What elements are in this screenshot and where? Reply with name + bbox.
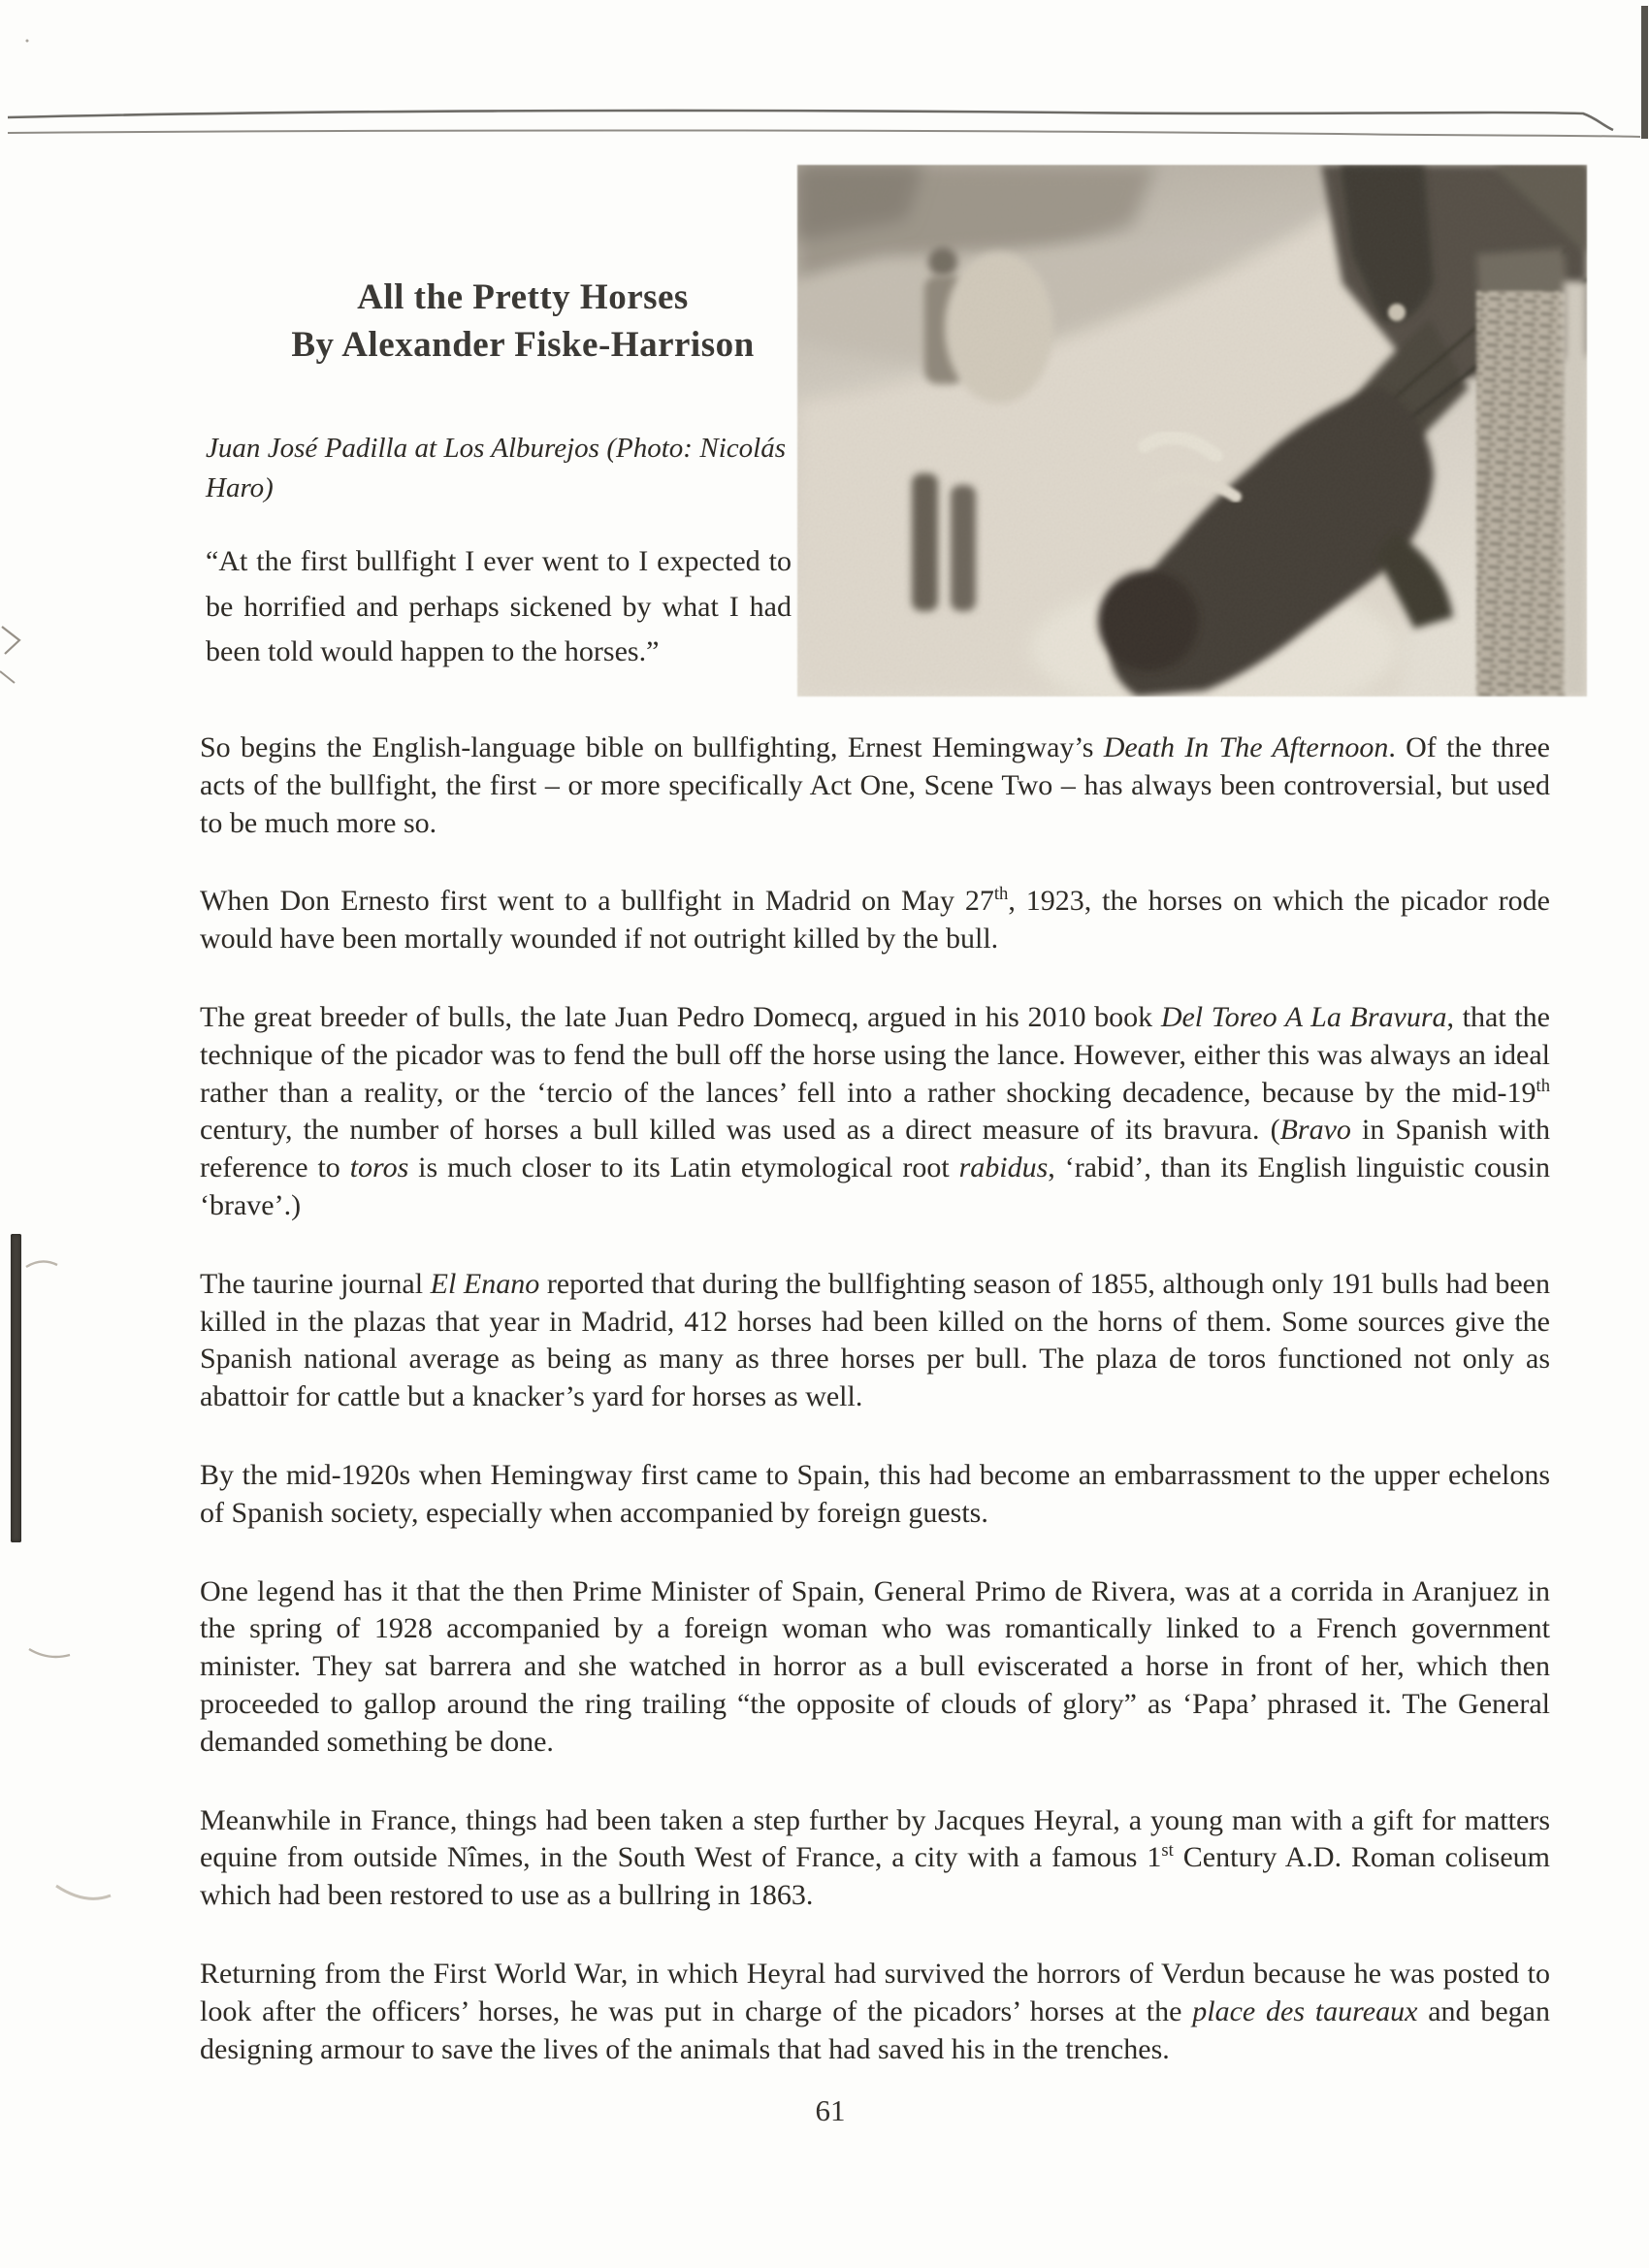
bullfight-photograph-icon [797, 165, 1587, 697]
paragraph: One legend has it that the then Prime Minister of Spain, General Primo de Rivera, was at a corrida in Aranjuez in the spring of 1928 accompanied by a foreign woman who was romantically linked to a French government minister. They sat barrera and she watched in horror as a bull eviscerated a horse in front of her, which then proceeded to gallop around the ring trailing “the opposite of clouds of glory” as ‘Papa’ phrased it. The General demanded something be done. [200, 1574, 1550, 1758]
article-body [200, 729, 1550, 2109]
scan-artifact-scratches [0, 0, 165, 2268]
paragraph: Returning from the First World War, in which Heyral had survived the horrors of Verdun because he was posted to look after the officers’ horses, he was put in charge of the picadors’ horses at the place des taureaux and began designing armour to save the lives of the animals that had saved his in the trenches. [200, 1957, 1550, 2065]
paragraph: When Don Ernesto first went to a bullfight in Madrid on May 27th, 1923, the horses on which the picador rode would have been mortally wounded if not outright killed by the bull. [200, 884, 1550, 956]
scan-edge-artifact [0, 0, 1649, 165]
paragraph: Meanwhile in France, things had been taken a step further by Jacques Heyral, a young man with a gift for matters equine from outside Nîmes, in the South West of France, a city with a famous 1st Century A.D. Roman coliseum which had been restored to use as a bullring in 1863. [200, 1803, 1550, 1912]
paragraph: The great breeder of bulls, the late Juan Pedro Domecq, argued in his 2010 book Del Toreo A La Bravura, that the technique of the picador was to fend the bull off the horse using the lance. However, either this was always an ideal rather than a reality, or the ‘tercio of the lances’ fell into a rather shocking decadence, because by the mid-19th century, the number of horses a bull killed was used as a direct measure of its bravura. (Bravo in Spanish with reference to toros is much closer to its Latin etymological root rabidus, ‘rabid’, than its English linguistic cousin ‘brave’.) [200, 1000, 1550, 1221]
article-photo [797, 165, 1587, 697]
pull-quote: “At the first bullfight I ever went to I expected to be horrified and perhaps sickened by what I had been told would happen to the horses.” [206, 545, 792, 667]
page-number: 61 [815, 2093, 846, 2127]
scan-smudge-bar [11, 1234, 21, 1542]
article-byline: By Alexander Fiske-Harrison [291, 325, 755, 365]
paragraph: So begins the English-language bible on bullfighting, Ernest Hemingway’s Death In The Afternoon. Of the three acts of the bullfight, the first – or more specifically Act One, Scene Two – has always been controversial, but used to be much more so. [200, 731, 1550, 839]
paragraph: The taurine journal El Enano reported that during the bullfighting season of 1855, although only 191 bulls had been killed in the plazas that year in Madrid, 412 horses had been killed on the horns of them. Some sources give the Spanish national average as being as many as three horses per bull. The plaza de toros functioned not only as abattoir for cattle but a knacker’s yard for horses as well. [200, 1267, 1550, 1413]
article-title [275, 274, 771, 369]
article-title-line: All the Pretty Horses [357, 277, 689, 317]
paragraph: By the mid-1920s when Hemingway first came to Spain, this had become an embarrassment to the upper echelons of Spanish society, especially when accompanied by foreign guests. [200, 1458, 1550, 1529]
photo-caption: Juan José Padilla at Los Alburejos (Photo: Nicolás Haro) [206, 433, 786, 503]
